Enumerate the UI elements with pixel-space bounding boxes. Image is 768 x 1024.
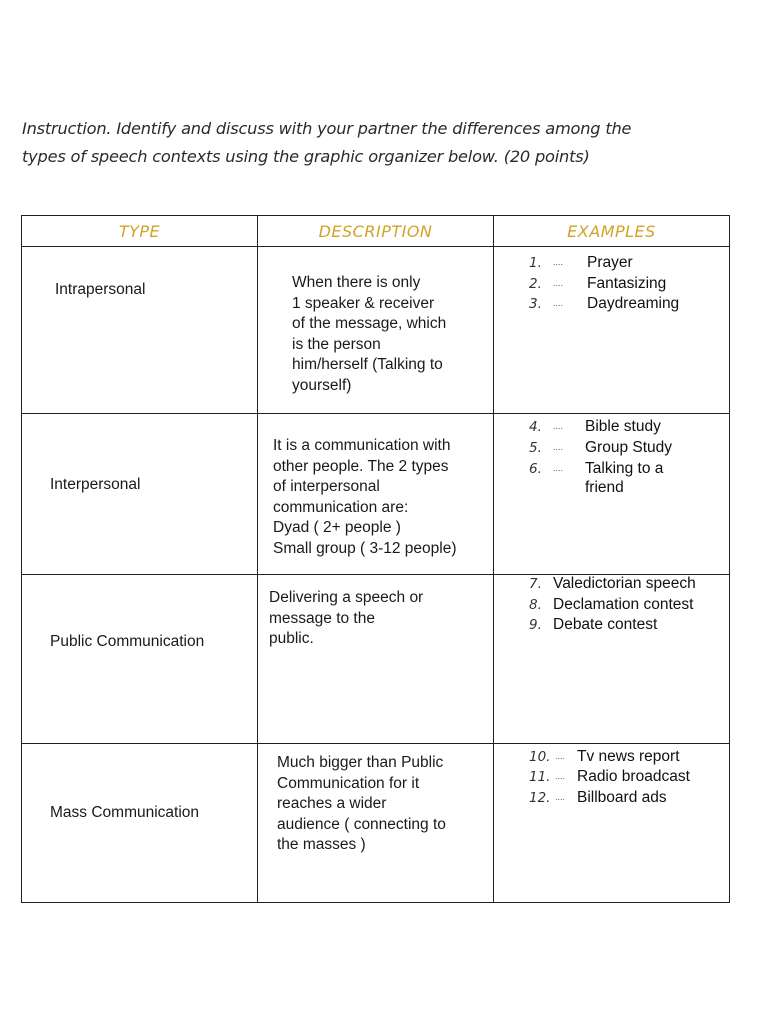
example-item: 9. Debate contest xyxy=(529,616,658,633)
description-line: Dyad ( 2+ people ) xyxy=(273,519,401,536)
description-line: message to the xyxy=(269,609,375,627)
description-line: audience ( connecting to xyxy=(277,815,446,833)
header-type: TYPE xyxy=(118,222,161,241)
description-line: When there is only xyxy=(292,274,421,291)
example-item: 5. .... Group Study xyxy=(529,439,673,456)
description-line: of the message, which xyxy=(292,315,447,332)
description-public-communication xyxy=(269,588,423,650)
description-line: public. xyxy=(269,630,314,647)
row-divider xyxy=(22,743,729,744)
description-line: Communication for it xyxy=(277,774,420,792)
description-line: Small group ( 3-12 people) xyxy=(273,539,457,557)
description-line: reaches a wider xyxy=(277,795,387,812)
description-intrapersonal xyxy=(292,273,446,396)
column-divider xyxy=(493,216,494,902)
description-line: other people. The 2 types xyxy=(273,457,449,475)
description-line: 1 speaker & receiver xyxy=(292,294,435,312)
type-public-communication: Public Communication xyxy=(50,633,205,650)
description-line: of interpersonal xyxy=(273,478,380,495)
example-item: 11. .... Radio broadcast xyxy=(529,768,690,785)
example-item: 4. .... Bible study xyxy=(529,418,661,435)
example-item: 10. .... Tv news report xyxy=(529,748,680,765)
column-divider xyxy=(257,216,258,902)
example-item: 3. .... Daydreaming xyxy=(529,295,680,312)
instruction-line-2: types of speech contexts using the graphic organizer below. (20 points) xyxy=(22,147,590,166)
header-examples: EXAMPLES xyxy=(567,222,656,241)
example-item: 1. .... Prayer xyxy=(529,254,633,271)
description-line: him/herself (Talking to xyxy=(292,356,443,373)
graphic-organizer-table xyxy=(21,215,730,903)
description-line: communication are: xyxy=(273,498,409,516)
example-item: friend xyxy=(585,479,624,496)
example-item: 12. .... Billboard ads xyxy=(529,789,667,806)
row-divider xyxy=(22,246,729,247)
instruction-line-1: Instruction. Identify and discuss with your partner the differences among the xyxy=(22,119,632,138)
type-interpersonal: Interpersonal xyxy=(50,476,141,493)
type-intrapersonal: Intrapersonal xyxy=(55,281,146,298)
example-item: 2. .... Fantasizing xyxy=(529,275,667,292)
description-line: Much bigger than Public xyxy=(277,754,444,771)
instruction-text xyxy=(22,115,752,171)
description-line: It is a communication with xyxy=(273,437,451,454)
type-mass-communication: Mass Communication xyxy=(50,804,200,821)
example-item: 7. Valedictorian speech xyxy=(529,575,696,592)
header-description: DESCRIPTION xyxy=(318,222,433,241)
description-mass-communication xyxy=(277,753,446,856)
description-line: Delivering a speech or xyxy=(269,589,424,606)
description-interpersonal xyxy=(273,436,457,559)
example-item: 6. .... Talking to a xyxy=(529,460,664,477)
row-divider xyxy=(22,413,729,414)
description-line: is the person xyxy=(292,335,381,353)
description-line: yourself) xyxy=(292,376,352,394)
description-line: the masses ) xyxy=(277,836,366,853)
example-item: 8. Declamation contest xyxy=(529,596,694,613)
